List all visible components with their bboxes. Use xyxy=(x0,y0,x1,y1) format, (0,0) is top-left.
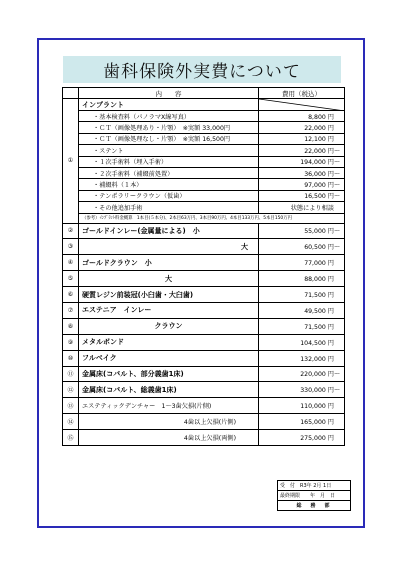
sub-item-row xyxy=(63,190,345,201)
table-header-row xyxy=(63,88,345,99)
price-cell xyxy=(259,111,345,122)
price-value: 60,500 円 xyxy=(304,244,334,252)
item-number: ⑫ xyxy=(63,382,79,398)
price-value: 165,000 円 xyxy=(300,419,334,427)
price-cell xyxy=(259,271,345,287)
item-number: ⑮ xyxy=(63,430,79,446)
sub-item-row xyxy=(63,122,345,133)
implant-note: （参考）ｲﾝﾌﾟﾗﾝﾄ料金概算 1本目(５本分)、2本目63万円、3本目90万円、4本目133万円、5本目150万円 xyxy=(79,213,345,223)
price-cell xyxy=(259,190,345,201)
header-content: 内 容 xyxy=(79,88,259,99)
sub-item-label: ・基本検査料（パノラマX線写真） xyxy=(79,111,259,122)
price-value: 71,500 円 xyxy=(304,292,334,300)
table-row xyxy=(63,414,345,430)
price-tilde: ～ xyxy=(334,182,341,190)
price-value: 55,000 円 xyxy=(304,228,334,236)
item-number: ⑬ xyxy=(63,398,79,414)
price-cell xyxy=(259,334,345,350)
page-title: 歯科保険外実費について xyxy=(63,56,341,83)
price-value: 132,000 円 xyxy=(300,355,334,363)
price-tilde: ～ xyxy=(334,170,341,178)
item-number: ② xyxy=(63,223,79,239)
sub-item-row xyxy=(63,133,345,144)
price-cell xyxy=(259,223,345,239)
group-label: インプラント xyxy=(79,99,259,111)
item-number: ③ xyxy=(63,239,79,255)
price-tilde: ～ xyxy=(334,147,341,155)
table-row xyxy=(63,334,345,350)
price-cell xyxy=(259,167,345,178)
item-number: ① xyxy=(63,99,79,224)
sub-item-label: ・ＣＴ（画像処理あり・片顎） ※実額 33,000円 xyxy=(79,122,259,133)
price-cell xyxy=(259,239,345,255)
price-value: 275,000 円 xyxy=(300,435,334,443)
item-label: 大 xyxy=(79,271,259,287)
price-cell xyxy=(259,133,345,144)
table-row xyxy=(63,239,345,255)
group-row xyxy=(63,99,345,111)
price-cell xyxy=(259,414,345,430)
sub-item-label: ・補綴料（１本） xyxy=(79,179,259,190)
table-row xyxy=(63,366,345,382)
sub-item-row xyxy=(63,111,345,122)
price-cell xyxy=(259,122,345,133)
sub-item-label: ・ステント xyxy=(79,145,259,156)
item-number: ⑩ xyxy=(63,350,79,366)
price-value: 12,100 円 xyxy=(304,136,334,144)
price-value: 77,000 円 xyxy=(304,260,334,268)
price-cell xyxy=(259,156,345,167)
price-value: 194,000 円 xyxy=(300,159,334,167)
sub-item-label: ・１次手術料（埋入手術） xyxy=(79,156,259,167)
price-value: 220,000 円 xyxy=(300,371,334,379)
sub-item-row xyxy=(63,167,345,178)
item-number: ⑥ xyxy=(63,287,79,303)
price-tilde: ～ xyxy=(334,228,341,236)
table-row xyxy=(63,302,345,318)
price-cell xyxy=(259,202,345,213)
price-value: 16,500 円 xyxy=(304,193,334,201)
price-table xyxy=(62,87,345,446)
item-label: 硬質レジン前装冠(小臼歯・大臼歯) xyxy=(79,287,259,303)
item-label: 金属床(コバルト、総義歯1床) xyxy=(79,382,259,398)
sub-item-row xyxy=(63,179,345,190)
sub-item-label: ・その他追加手術 xyxy=(79,202,259,213)
price-value: 36,000 円 xyxy=(304,170,334,178)
item-label: エステティックデンチャー 1～3歯欠損(片側) xyxy=(79,398,259,414)
table-row xyxy=(63,398,345,414)
item-number: ⑭ xyxy=(63,414,79,430)
price-value: 110,000 円 xyxy=(300,403,334,411)
sub-item-row xyxy=(63,156,345,167)
item-number: ⑨ xyxy=(63,334,79,350)
sub-item-label: ・テンポラリークラウン（仮歯） xyxy=(79,190,259,201)
price-tilde: ～ xyxy=(334,387,341,395)
price-cell xyxy=(259,318,345,334)
price-cell xyxy=(259,255,345,271)
price-tilde: ～ xyxy=(334,193,341,201)
reception-stamp xyxy=(277,480,351,511)
table-row xyxy=(63,223,345,239)
item-label: メタルボンド xyxy=(79,334,259,350)
sub-item-row xyxy=(63,202,345,213)
diagonal-line xyxy=(259,99,345,111)
table-row xyxy=(63,430,345,446)
price-value: 22,000 円 xyxy=(304,125,334,133)
price-tilde: ～ xyxy=(334,371,341,379)
price-cell xyxy=(259,398,345,414)
price-tilde: ～ xyxy=(334,159,341,167)
diagonal-cell xyxy=(259,99,345,111)
price-value: 49,500 円 xyxy=(304,307,334,315)
table-row xyxy=(63,287,345,303)
price-cell xyxy=(259,145,345,156)
price-cell xyxy=(259,430,345,446)
stamp-deadline: 最終期限 年 月 日 xyxy=(278,491,351,501)
price-value: 71,500 円 xyxy=(304,323,334,331)
stamp-received: 受 付 R3年 2月 1日 xyxy=(278,481,351,491)
stamp-department: 総 務 部 xyxy=(278,501,351,511)
item-number: ⑪ xyxy=(63,366,79,382)
price-cell xyxy=(259,366,345,382)
table-row xyxy=(63,271,345,287)
note-row xyxy=(63,213,345,223)
sub-item-label: ・ＣＴ（画像処理なし・片顎） ※実額 16,500円 xyxy=(79,133,259,144)
item-label: ゴールドクラウン 小 xyxy=(79,255,259,271)
sub-item-row xyxy=(63,145,345,156)
item-number: ⑦ xyxy=(63,302,79,318)
item-number: ⑧ xyxy=(63,318,79,334)
table-row xyxy=(63,318,345,334)
item-label: エステニア インレー xyxy=(79,302,259,318)
price-cell xyxy=(259,179,345,190)
price-cell xyxy=(259,350,345,366)
price-value: 状態により相談 xyxy=(290,204,334,212)
item-label: 大 xyxy=(79,239,259,255)
price-value: 88,000 円 xyxy=(304,276,334,284)
table-row xyxy=(63,255,345,271)
price-value: 104,500 円 xyxy=(300,339,334,347)
table-row xyxy=(63,382,345,398)
price-cell xyxy=(259,287,345,303)
price-tilde: ～ xyxy=(334,244,341,252)
price-cell xyxy=(259,382,345,398)
item-label: 金属床(コバルト、部分義歯1床) xyxy=(79,366,259,382)
item-label: 4歯以上欠損(両側) xyxy=(79,430,259,446)
price-value: 330,000 円 xyxy=(300,387,334,395)
item-label: フルベイク xyxy=(79,350,259,366)
item-label: 4歯以上欠損(片側) xyxy=(79,414,259,430)
header-price: 費用（税込） xyxy=(259,88,345,99)
price-cell xyxy=(259,302,345,318)
item-label: クラウン xyxy=(79,318,259,334)
price-value: 97,000 円 xyxy=(304,182,334,190)
item-number: ④ xyxy=(63,255,79,271)
table-row xyxy=(63,350,345,366)
item-label: ゴールドインレー(金属量による) 小 xyxy=(79,223,259,239)
sub-item-label: ・２次手術料（補綴前処置） xyxy=(79,167,259,178)
item-number: ⑤ xyxy=(63,271,79,287)
price-value: 22,000 円 xyxy=(304,147,334,155)
price-value: 8,800 円 xyxy=(308,113,334,121)
